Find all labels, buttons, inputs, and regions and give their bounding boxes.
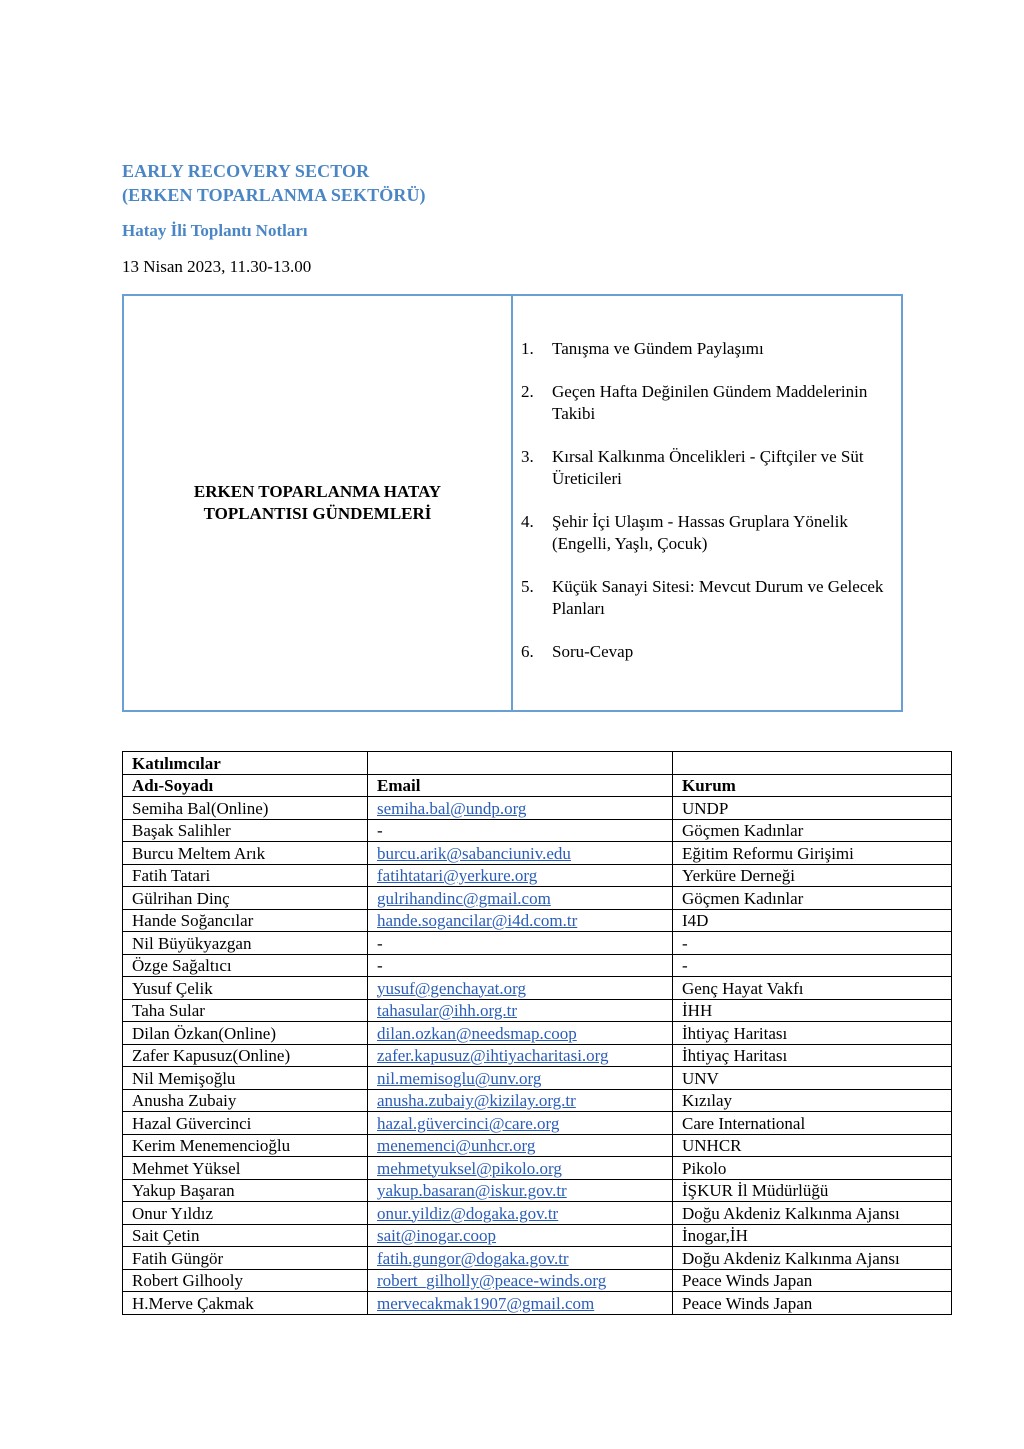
participant-organization: Eğitim Reformu Girişimi — [673, 842, 952, 865]
participant-name: Sait Çetin — [123, 1224, 368, 1247]
participant-name: Nil Memişoğlu — [123, 1067, 368, 1090]
agenda-item — [521, 511, 887, 555]
participant-organization: Doğu Akdeniz Kalkınma Ajansı — [673, 1247, 952, 1270]
meeting-date: 13 Nisan 2023, 11.30-13.00 — [122, 257, 312, 276]
participant-organization: UNV — [673, 1067, 952, 1090]
participant-organization: İŞKUR İl Müdürlüğü — [673, 1179, 952, 1202]
participant-name: Başak Salihler — [123, 819, 368, 842]
header-row — [123, 774, 952, 797]
participant-email-link[interactable]: fatih.gungor@dogaka.gov.tr — [377, 1248, 569, 1268]
participant-email-link[interactable]: burcu.arik@sabanciuniv.edu — [377, 843, 571, 863]
agenda-item-number: 3. — [521, 447, 534, 466]
participant-email-cell — [368, 999, 673, 1022]
participant-organization: Kızılay — [673, 1089, 952, 1112]
table-row — [123, 932, 952, 955]
participant-email-link[interactable]: dilan.ozkan@needsmap.coop — [377, 1023, 577, 1043]
agenda-item-text: Tanışma ve Gündem Paylaşımı — [552, 339, 764, 358]
participant-organization: - — [673, 932, 952, 955]
participant-email-cell — [368, 1089, 673, 1112]
participants-table — [122, 751, 952, 1315]
participant-email-cell — [368, 1224, 673, 1247]
table-row — [123, 1112, 952, 1135]
agenda-item-text: Şehir İçi Ulaşım - Hassas Gruplara Yönelik (Engelli, Yaşlı, Çocuk) — [552, 512, 848, 553]
participant-organization: Peace Winds Japan — [673, 1269, 952, 1292]
participant-name: Dilan Özkan(Online) — [123, 1022, 368, 1045]
agenda-item-text: Küçük Sanayi Sitesi: Mevcut Durum ve Gelecek Planları — [552, 577, 884, 618]
agenda-item-text: Soru-Cevap — [552, 642, 634, 661]
participant-email-cell — [368, 1292, 673, 1315]
participant-name: Zafer Kapusuz(Online) — [123, 1044, 368, 1067]
participant-email-cell — [368, 932, 673, 955]
agenda-item-number: 2. — [521, 382, 534, 401]
table-row — [123, 887, 952, 910]
participants-title: Katılımcılar — [123, 752, 368, 775]
participant-email-cell — [368, 1269, 673, 1292]
participant-email-link[interactable]: menemenci@unhcr.org — [377, 1136, 536, 1155]
participant-organization: Doğu Akdeniz Kalkınma Ajansı — [673, 1202, 952, 1225]
participant-organization: İhtiyaç Haritası — [673, 1022, 952, 1045]
participant-email-cell — [368, 1134, 673, 1157]
agenda-heading-line2: TOPLANTISI GÜNDEMLERİ — [203, 504, 432, 523]
participant-email-link[interactable]: anusha.zubaiy@kizilay.org.tr — [377, 1091, 576, 1110]
agenda-item — [521, 576, 887, 620]
participant-organization: - — [673, 954, 952, 977]
participant-email-link[interactable]: hazal.güvercinci@care.org — [377, 1113, 560, 1133]
sector-title-line2: (ERKEN TOPARLANMA SEKTÖRÜ) — [122, 185, 426, 205]
participant-email-link[interactable]: semiha.bal@undp.org — [377, 798, 527, 818]
meeting-title: Hatay İli Toplantı Notları — [122, 221, 308, 240]
table-row — [123, 1044, 952, 1067]
agenda-item-text: Kırsal Kalkınma Öncelikleri - Çiftçiler ve Süt Üreticileri — [552, 447, 864, 488]
column-header-org: Kurum — [673, 774, 952, 797]
participant-email-link[interactable]: onur.yildiz@dogaka.gov.tr — [377, 1203, 559, 1223]
participant-email-cell — [368, 1202, 673, 1225]
table-row — [123, 1157, 952, 1180]
agenda-item-number: 4. — [521, 512, 534, 531]
participant-email-link[interactable]: yusuf@genchayat.org — [377, 978, 526, 998]
participant-organization: İHH — [673, 999, 952, 1022]
participant-email-cell — [368, 909, 673, 932]
participant-name: Hande Soğancılar — [123, 909, 368, 932]
participant-email-link[interactable]: yakup.basaran@iskur.gov.tr — [377, 1181, 567, 1200]
participant-email-cell — [368, 887, 673, 910]
participant-name: Burcu Meltem Arık — [123, 842, 368, 865]
participant-email-cell — [368, 797, 673, 820]
table-row — [123, 819, 952, 842]
participant-name: Anusha Zubaiy — [123, 1089, 368, 1112]
table-row — [123, 797, 952, 820]
participant-name: Özge Sağaltıcı — [123, 954, 368, 977]
table-row — [123, 1067, 952, 1090]
participant-organization: UNHCR — [673, 1134, 952, 1157]
participants-title-row — [123, 752, 952, 775]
participant-organization: Genç Hayat Vakfı — [673, 977, 952, 1000]
participant-email-cell — [368, 1157, 673, 1180]
agenda-heading — [124, 296, 513, 710]
agenda-box — [122, 294, 903, 712]
participant-organization: Peace Winds Japan — [673, 1292, 952, 1315]
agenda-item-number: 5. — [521, 577, 534, 596]
agenda-list-cell — [513, 296, 901, 710]
participant-name: Fatih Tatari — [123, 864, 368, 887]
participant-organization: Care International — [673, 1112, 952, 1135]
participant-name: Gülrihan Dinç — [123, 887, 368, 910]
participant-name: Taha Sular — [123, 999, 368, 1022]
participant-name: Nil Büyükyazgan — [123, 932, 368, 955]
participant-name: Mehmet Yüksel — [123, 1157, 368, 1180]
table-row — [123, 999, 952, 1022]
participant-name: Fatih Güngör — [123, 1247, 368, 1270]
table-row — [123, 1022, 952, 1045]
participant-organization: Göçmen Kadınlar — [673, 819, 952, 842]
sector-title — [122, 159, 426, 207]
participant-name: Hazal Güvercinci — [123, 1112, 368, 1135]
participant-email-cell — [368, 842, 673, 865]
participant-email-link[interactable]: tahasular@ihh.org.tr — [377, 1001, 517, 1020]
column-header-name: Adı-Soyadı — [123, 774, 368, 797]
table-row — [123, 1247, 952, 1270]
agenda-item-number: 6. — [521, 642, 534, 661]
participant-email-cell — [368, 1247, 673, 1270]
table-row — [123, 977, 952, 1000]
participant-email-cell — [368, 819, 673, 842]
participant-email: - — [377, 933, 383, 953]
participant-name: Yakup Başaran — [123, 1179, 368, 1202]
participant-name: Onur Yıldız — [123, 1202, 368, 1225]
participant-organization: İnogar,İH — [673, 1224, 952, 1247]
participant-email-cell — [368, 954, 673, 977]
participant-name: Semiha Bal(Online) — [123, 797, 368, 820]
participant-email-cell — [368, 864, 673, 887]
empty-cell — [673, 752, 952, 775]
participant-email-cell — [368, 1022, 673, 1045]
agenda-item — [521, 446, 887, 490]
participant-organization: Pikolo — [673, 1157, 952, 1180]
participant-organization: UNDP — [673, 797, 952, 820]
agenda-item-text: Geçen Hafta Değinilen Gündem Maddelerinin Takibi — [552, 382, 868, 423]
table-row — [123, 1224, 952, 1247]
agenda-item-number: 1. — [521, 339, 534, 358]
participant-email-cell — [368, 1044, 673, 1067]
participant-organization: İhtiyaç Haritası — [673, 1044, 952, 1067]
participant-organization: Göçmen Kadınlar — [673, 887, 952, 910]
table-row — [123, 842, 952, 865]
participant-organization: I4D — [673, 909, 952, 932]
participant-email-cell — [368, 1112, 673, 1135]
empty-cell — [368, 752, 673, 775]
participant-name: Yusuf Çelik — [123, 977, 368, 1000]
participant-email-link[interactable]: fatihtatari@yerkure.org — [377, 866, 538, 885]
table-row — [123, 1134, 952, 1157]
participant-email-cell — [368, 977, 673, 1000]
participant-email-link[interactable]: mervecakmak1907@gmail.com — [377, 1293, 595, 1313]
participant-email-cell — [368, 1067, 673, 1090]
table-row — [123, 954, 952, 977]
participant-email-link[interactable]: robert_gilholly@peace-winds.org — [377, 1271, 607, 1290]
participant-name: Robert Gilhooly — [123, 1269, 368, 1292]
table-row — [123, 864, 952, 887]
agenda-heading-line1: ERKEN TOPARLANMA HATAY — [193, 482, 442, 501]
table-row — [123, 1269, 952, 1292]
table-row — [123, 1089, 952, 1112]
agenda-item — [521, 381, 887, 425]
participant-organization: Yerküre Derneği — [673, 864, 952, 887]
sector-title-line1: EARLY RECOVERY SECTOR — [122, 161, 370, 181]
agenda-item — [521, 641, 887, 663]
agenda-list — [521, 338, 887, 663]
participant-email: - — [377, 821, 383, 840]
agenda-item — [521, 338, 887, 360]
participant-name: Kerim Menemencioğlu — [123, 1134, 368, 1157]
table-row — [123, 1179, 952, 1202]
participant-email-link[interactable]: gulrihandinc@gmail.com — [377, 888, 551, 908]
table-row — [123, 1202, 952, 1225]
table-row — [123, 909, 952, 932]
participant-email-link[interactable]: zafer.kapusuz@ihtiyacharitasi.org — [377, 1046, 609, 1065]
column-header-email: Email — [368, 774, 673, 797]
participant-email-link[interactable]: hande.sogancilar@i4d.com.tr — [377, 911, 578, 930]
participant-name: H.Merve Çakmak — [123, 1292, 368, 1315]
participant-email-link[interactable]: nil.memisoglu@unv.org — [377, 1068, 542, 1088]
participant-email-link[interactable]: mehmetyuksel@pikolo.org — [377, 1158, 562, 1178]
participant-email-cell — [368, 1179, 673, 1202]
participant-email: - — [377, 956, 383, 975]
table-row — [123, 1292, 952, 1315]
participant-email-link[interactable]: sait@inogar.coop — [377, 1226, 497, 1245]
